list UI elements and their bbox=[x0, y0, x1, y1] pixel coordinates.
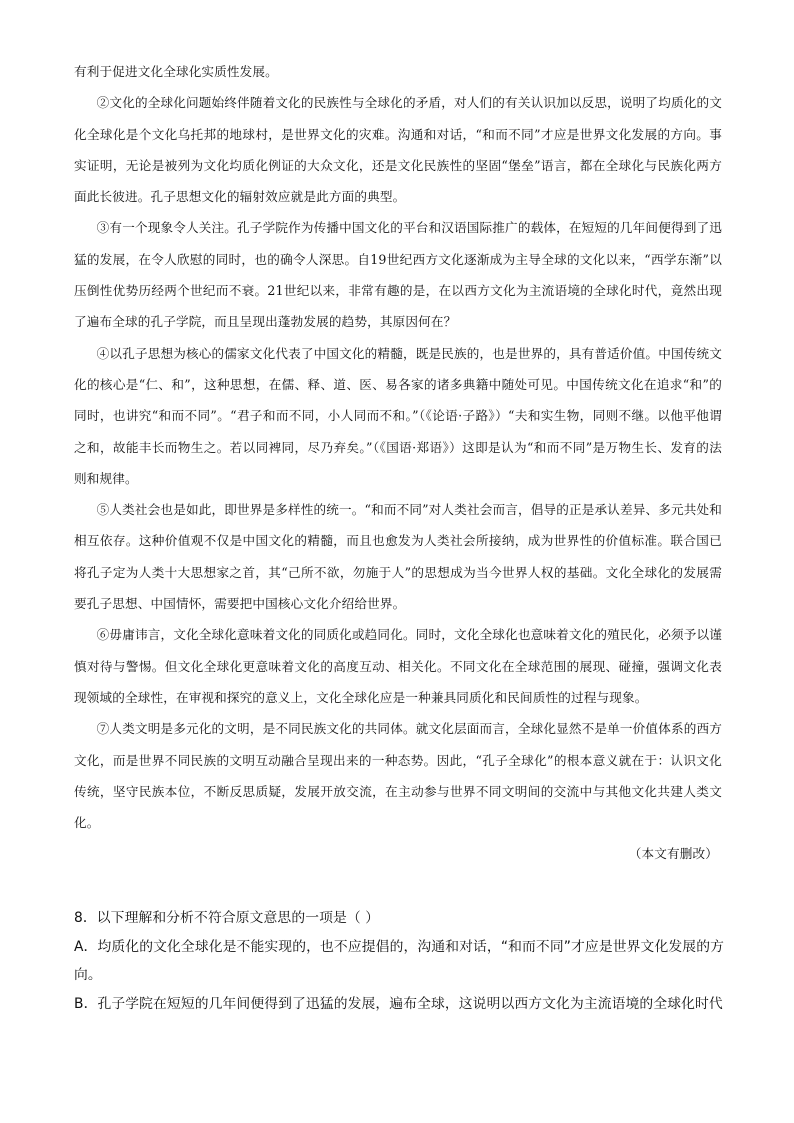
article-paragraph-1: 有利于促进文化全球化实质性发展。 bbox=[74, 64, 278, 79]
article-paragraph-5: ⑤人类社会也是如此，即世界是多样性的统一。“和而不同”对人类社会而言，倡导的正是承认差异、多元共处和相互依存。这种价值观不仅是中国文化的精髓，而且也愈发为人类社会所接纳，成为世界性的价值标准。联合国已将孔子定为人类十大思想家之首，其“己所不欲，勿施于人”的思想成为当今世界人权的基础。文化全球化的发展需要孔子思想、中国情怀，需要把中国核心文化介绍给世界。 bbox=[74, 502, 722, 612]
article-paragraph-2: ②文化的全球化问题始终伴随着文化的民族性与全球化的矛盾，对人们的有关认识加以反思，说明了均质化的文化全球化是个文化乌托邦的地球村，是世界文化的灾难。沟通和对话，“和而不同”才应是世界文化发展的方向。事实证明，无论是被列为文化均质化例证的大众文化，还是文化民族性的坚固“堡垒”语言，都在全球化与民族化两方面此长彼进。孔子思想文化的辐射效应就是此方面的典型。 bbox=[74, 95, 722, 205]
question-8-option-a: A．均质化的文化全球化是不能实现的，也不应提倡的，沟通和对话，“和而不同”才应是世界文化发展的方向。 bbox=[74, 938, 724, 984]
question-8-stem: 8．以下理解和分析不符合原文意思的一项是（ ） bbox=[74, 910, 380, 926]
question-8-option-b: B．孔子学院在短短的几年间便得到了迅猛的发展，遍布全球，这说明以西方文化为主流语境的全球化时代 bbox=[74, 995, 723, 1012]
article-paragraph-7: ⑦人类文明是多元化的文明，是不同民族文化的共同体。就文化层面而言，全球化显然不是单一价值体系的西方文化，而是世界不同民族的文明互动融合呈现出来的一种态势。因此，“孔子全球化”的根本意义就在于：认识文化传统，坚守民族本位，不断反思质疑，发展开放交流，在主动参与世界不同文明间的交流中与其他文化共建人类文化。 bbox=[74, 721, 722, 831]
article-paragraph-6: ⑥毋庸讳言，文化全球化意味着文化的同质化或趋同化。同时，文化全球化也意味着文化的殖民化，必须予以谨慎对待与警惕。但文化全球化更意味着文化的高度互动、相关化。不同文化在全球范围的展现、碰撞，强调文化表现领域的全球性，在审视和探究的意义上，文化全球化应是一种兼具同质化和民间质性的过程与现象。 bbox=[74, 627, 722, 705]
article-paragraph-4: ④以孔子思想为核心的儒家文化代表了中国文化的精髓，既是民族的，也是世界的，具有普适价值。中国传统文化的核心是“仁、和”，这种思想，在儒、释、道、医、易各家的诸多典籍中随处可见。中国传统文化在追求“和”的同时，也讲究“和而不同”。“君子和而不同，小人同而不和。”（《论语·子路》）“夫和实生物，同则不继。以他平他谓之和，故能丰长而物生之。若以同裨同，尽乃弃矣。”（《国语·郑语》）这即是认为“和而不同”是万物生长、发育的法则和规律。 bbox=[74, 345, 722, 486]
article-body bbox=[74, 56, 722, 870]
article-paragraph-3: ③有一个现象令人关注。孔子学院作为传播中国文化的平台和汉语国际推广的载体，在短短的几年间便得到了迅猛的发展，在令人欣慰的同时，也的确令人深思。自19世纪西方文化逐渐成为主导全球的文化以来，“西学东渐”以压倒性优势历经两个世纪而不衰。21世纪以来，非常有趣的是，在以西方文化为主流语境的全球化时代，竟然出现了遍布全球的孔子学院，而且呈现出蓬勃发展的趋势，其原因何在？ bbox=[74, 220, 722, 330]
source-note: （本文有删改） bbox=[628, 846, 718, 862]
question-block bbox=[74, 904, 724, 1018]
